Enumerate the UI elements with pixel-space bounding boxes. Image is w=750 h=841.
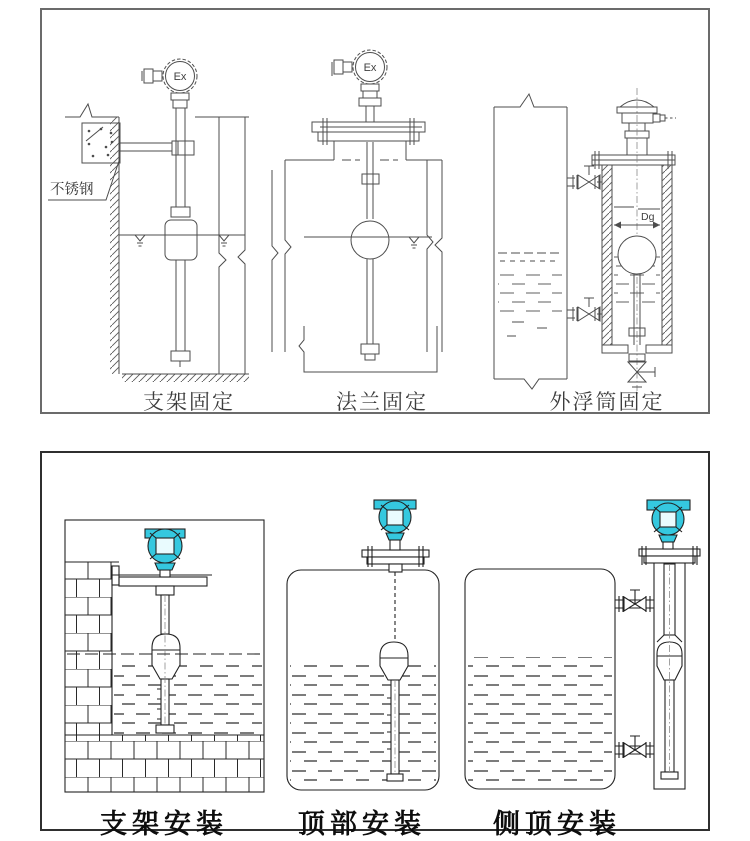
side-top-install-diagram xyxy=(465,500,700,789)
fixing-diagrams-drawing xyxy=(42,10,708,412)
installation-methods-panel xyxy=(40,451,710,839)
caption-flange-fixing: 法兰固定 xyxy=(336,391,428,414)
caption-bracket-fixing: 支架固定 xyxy=(143,391,235,414)
connection-valve-upper xyxy=(615,590,654,612)
bracket-fixing-diagram xyxy=(48,59,249,382)
flange-fixing-diagram xyxy=(272,50,442,372)
transmitter-head-ex xyxy=(142,59,197,108)
caption-external-chamber-fixing: 外浮筒固定 xyxy=(549,391,665,414)
caption-top-install: 顶部安装 xyxy=(298,809,426,839)
ex-marking: Ex xyxy=(363,62,377,74)
fixing-methods-panel xyxy=(40,8,710,414)
mounting-bracket xyxy=(82,123,194,163)
transmitter-head xyxy=(145,529,185,570)
mounting-flange xyxy=(312,118,425,145)
liquid xyxy=(290,659,436,787)
drain-valve xyxy=(628,354,655,387)
external-tube xyxy=(654,562,685,789)
external-chamber-fixing-diagram xyxy=(494,88,676,391)
stainless-steel-label: 不锈钢 xyxy=(50,182,94,198)
isolation-valve-upper xyxy=(567,166,602,189)
transmitter-head xyxy=(647,500,690,549)
isolation-valve-lower xyxy=(567,298,602,321)
caption-bracket-install: 支架安装 xyxy=(100,809,228,839)
transmitter-head-ex xyxy=(332,50,387,122)
water xyxy=(114,658,262,734)
connection-valve-lower xyxy=(615,736,654,758)
process-tank xyxy=(494,94,567,389)
rod-and-float xyxy=(304,142,432,360)
bracket-install-diagram xyxy=(65,520,264,792)
liquid xyxy=(468,657,612,786)
ex-marking: Ex xyxy=(173,71,187,83)
top-install-diagram xyxy=(287,500,439,790)
tank-outline xyxy=(272,141,442,372)
transmitter-head xyxy=(374,500,416,550)
caption-side-top-install: 侧顶安装 xyxy=(493,809,621,839)
installation-diagrams-drawing xyxy=(42,453,708,829)
dg-dimension-label: Dg xyxy=(641,211,655,223)
guide-pipe-and-float xyxy=(119,108,245,367)
stainless-steel-annotation xyxy=(48,158,120,200)
